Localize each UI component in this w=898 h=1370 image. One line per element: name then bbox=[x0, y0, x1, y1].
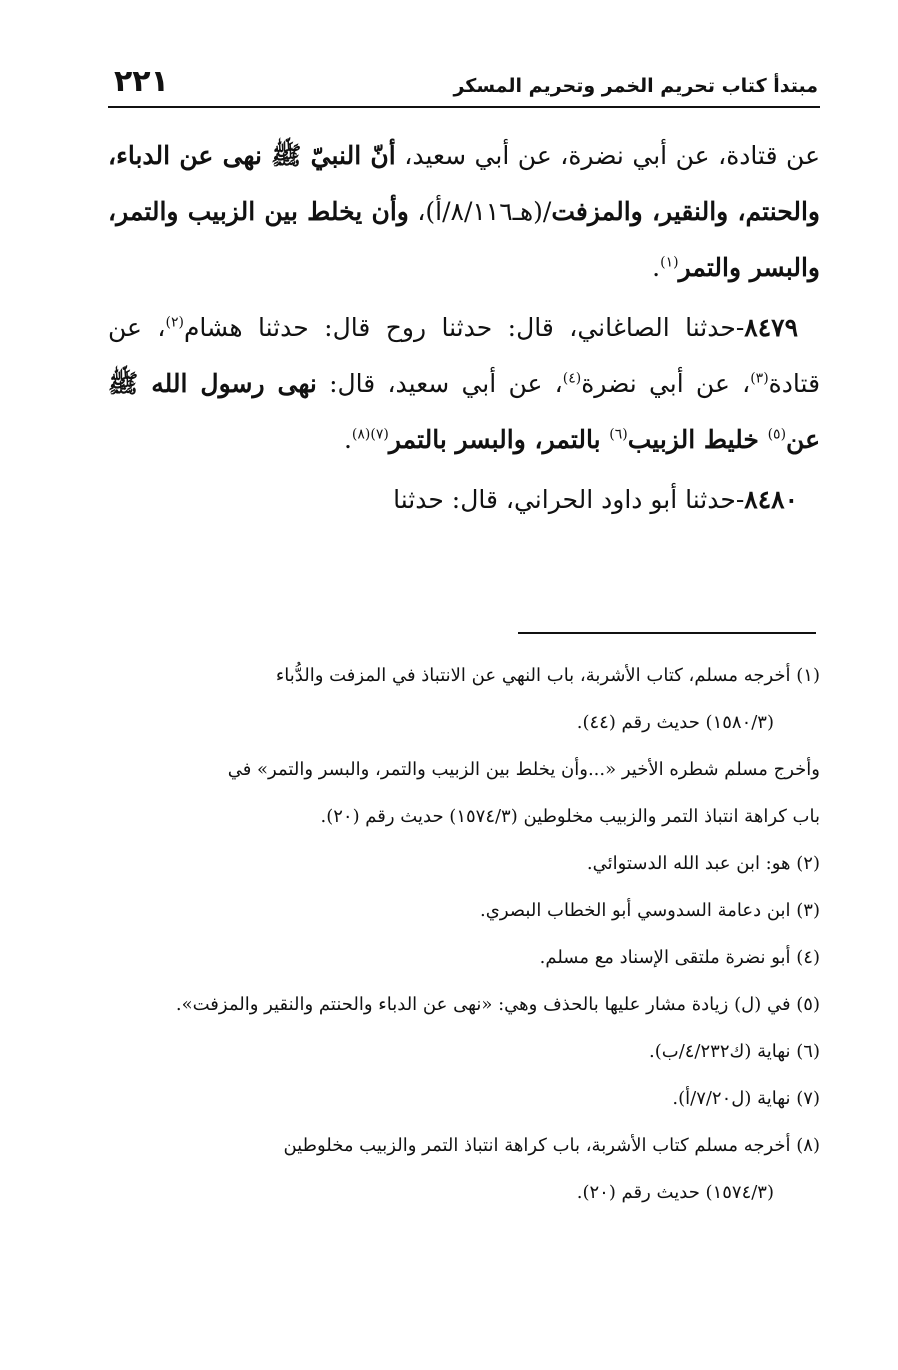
text-span: . bbox=[652, 253, 661, 282]
hadith-number: ٨٤٧٩ bbox=[744, 313, 798, 342]
footnote-8-continuation: (١٥٧٤/٣) حديث رقم (٢٠). bbox=[576, 1182, 774, 1203]
footnote-8: (٨) أخرجه مسلم كتاب الأشربة، باب كراهة انتباذ التمر والزبيب مخلوطين bbox=[283, 1135, 820, 1156]
footnote-6: (٦) نهاية (ك٤/٢٣٢/ب). bbox=[649, 1041, 820, 1062]
isnad-text: ، عن أبي نضرة bbox=[581, 369, 751, 398]
bold-hadith-text: خليط الزبيب bbox=[627, 425, 768, 454]
footnote-3: (٣) ابن دعامة السدوسي أبو الخطاب البصري. bbox=[480, 900, 820, 921]
paragraph-hadith-8479 bbox=[108, 300, 820, 468]
bold-hadith-text: نهى رسول الله ﷺ عن bbox=[108, 369, 820, 454]
text-span: . bbox=[343, 425, 352, 454]
manuscript-reference: /(هـ٨/١١٦/أ)، bbox=[408, 197, 552, 226]
footnote-1: (١) أخرجه مسلم، كتاب الأشربة، باب النهي عن الانتباذ في المزفت والدُّباء bbox=[275, 665, 820, 686]
footnote-marker[interactable]: (٣) bbox=[750, 370, 769, 387]
footnote-1-note-continuation: باب كراهة انتباذ التمر والزبيب مخلوطين (١٥٧٤/٣) حديث رقم (٢٠). bbox=[320, 806, 820, 827]
footnote-marker[interactable]: (٦) bbox=[609, 426, 628, 443]
footnote-marker[interactable]: (٥) bbox=[767, 426, 787, 443]
footnote-7: (٧) نهاية (ل٧/٢٠/أ). bbox=[672, 1088, 820, 1109]
isnad-text: -حدثنا الصاغاني، قال: حدثنا روح قال: حدثنا هشام bbox=[183, 313, 745, 342]
footnote-marker[interactable]: (٧) bbox=[370, 426, 389, 443]
page-header bbox=[108, 60, 820, 108]
running-title: مبتدأ كتاب تحريم الخمر وتحريم المسكر bbox=[453, 75, 818, 97]
footnote-4: (٤) أبو نضرة ملتقى الإسناد مع مسلم. bbox=[539, 947, 820, 968]
footnote-marker[interactable]: (١) bbox=[660, 254, 679, 271]
footnote-1-note: وأخرج مسلم شطره الأخير «...وأن يخلط بين الزبيب والتمر، والبسر والتمر» في bbox=[227, 759, 820, 780]
bold-hadith-text: بالتمر، والبسر بالتمر bbox=[388, 425, 610, 454]
main-text bbox=[108, 128, 820, 532]
footnote-5: (٥) في (ل) زيادة مشار عليها بالحذف وهي: «نهى عن الدباء والحنتم والنقير والمزفت». bbox=[175, 994, 820, 1015]
footnote-separator bbox=[518, 632, 816, 634]
bold-hadith-text: أنّ النبيّ ﷺ نهى عن الدباء، والحنتم، والنقير، والمزفت bbox=[108, 141, 821, 226]
isnad-text: -حدثنا أبو داود الحراني، قال: حدثنا bbox=[393, 485, 745, 514]
paragraph-hadith-continuation bbox=[108, 128, 820, 296]
footnote-marker[interactable]: (٤) bbox=[562, 370, 582, 387]
text-span: عن قتادة، عن أبي نضرة، عن أبي سعيد، bbox=[395, 141, 820, 170]
isnad-text: ، عن أبي سعيد، قال: bbox=[316, 369, 563, 398]
footnote-1-continuation: (١٥٨٠/٣) حديث رقم (٤٤). bbox=[576, 712, 774, 733]
footnote-marker[interactable]: (٨) bbox=[351, 426, 371, 443]
paragraph-hadith-8480 bbox=[108, 472, 820, 528]
isnad-text: ، عن قتادة bbox=[108, 313, 821, 398]
page-number: ٢٢١ bbox=[114, 64, 169, 99]
hadith-number: ٨٤٨٠ bbox=[744, 485, 798, 514]
footnote-marker[interactable]: (٢) bbox=[165, 314, 184, 331]
footnotes bbox=[98, 652, 820, 1216]
footnote-2: (٢) هو: ابن عبد الله الدستوائي. bbox=[586, 853, 820, 874]
bold-hadith-text: وأن يخلط بين الزبيب والتمر، والبسر والتمر bbox=[108, 197, 820, 282]
